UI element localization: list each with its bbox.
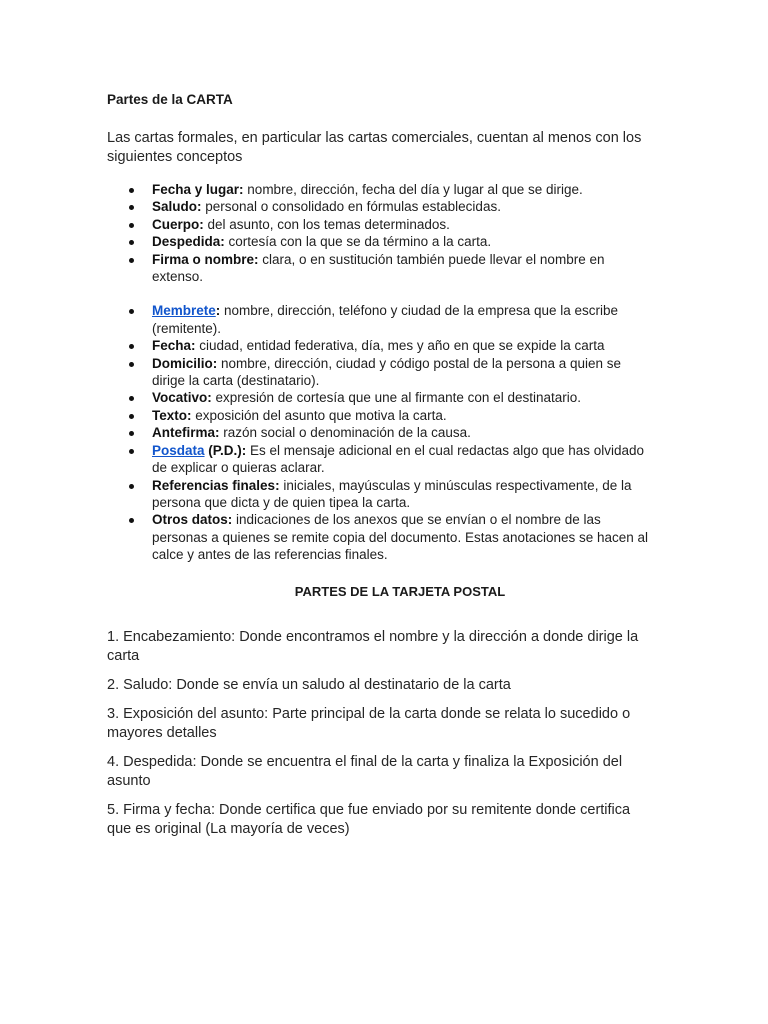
bullet-icon xyxy=(129,362,134,367)
description: expresión de cortesía que une al firmante con el destinatario. xyxy=(211,390,581,406)
description: personal o consolidado en fórmulas establecidas. xyxy=(201,199,501,215)
term: Firma o nombre xyxy=(152,251,255,267)
term: Vocativo xyxy=(152,390,208,406)
numbered-paragraph: 4. Despedida: Donde se encuentra el final de la carta y finaliza la Exposición del asunto xyxy=(107,754,623,789)
term: Texto xyxy=(152,407,188,423)
description: Es el mensaje adicional en el cual redactas algo que has olvidado de explicar o quieras aclarar. xyxy=(152,442,645,476)
bullet-icon xyxy=(129,518,134,523)
section-title: PARTES DE LA TARJETA POSTAL xyxy=(294,583,506,599)
posdata-link[interactable]: Posdata xyxy=(152,442,205,458)
list-item: Domicilio: nombre, dirección, ciudad y código postal de la persona a quien se dirige la carta (destinatario). xyxy=(152,355,657,390)
list-item: Firma o nombre: clara, o en sustitución también puede llevar el nombre en extenso. xyxy=(152,251,657,286)
description: iniciales, mayúsculas y minúsculas respectivamente, de la persona que dicta y de quien tipea la carta. xyxy=(152,477,632,510)
list-item: Fecha y lugar: nombre, dirección, fecha del día y lugar al que se dirige. xyxy=(152,181,657,198)
list-item: Saludo: personal o consolidado en fórmulas establecidas. xyxy=(152,198,657,215)
numbered-paragraph: 5. Firma y fecha: Donde certifica que fue enviado por su remitente donde certifica que es original (La mayoría de veces) xyxy=(107,802,631,837)
bullet-icon xyxy=(129,484,134,489)
term: Referencias finales xyxy=(152,477,276,493)
bullet-icon xyxy=(129,258,134,263)
list-item: Cuerpo: del asunto, con los temas determinados. xyxy=(152,216,657,233)
list-item: Referencias finales: iniciales, mayúsculas y minúsculas respectivamente, de la persona que dicta y de quien tipea la carta. xyxy=(152,477,657,512)
bullet-icon xyxy=(129,240,134,245)
description: exposición del asunto que motiva la carta. xyxy=(191,407,447,423)
bullet-icon xyxy=(129,223,134,228)
document-title: Partes de la CARTA xyxy=(107,92,233,107)
list-item: Fecha: ciudad, entidad federativa, día, mes y año en que se expide la carta xyxy=(152,337,657,354)
description: clara, o en sustitución también puede llevar el nombre en extenso. xyxy=(152,251,605,285)
description: ciudad, entidad federativa, día, mes y año en que se expide la carta xyxy=(195,338,605,354)
list-item: Antefirma: razón social o denominación de la causa. xyxy=(152,424,657,441)
term: Despedida xyxy=(152,234,221,250)
numbered-paragraph: 2. Saludo: Donde se envía un saludo al destinatario de la carta xyxy=(107,677,511,693)
list-item: Despedida: cortesía con la que se da término a la carta. xyxy=(152,233,657,250)
bullet-icon xyxy=(129,309,134,314)
bullet-icon xyxy=(129,431,134,436)
list-item: Membrete: nombre, dirección, teléfono y ciudad de la empresa que la escribe (remitente). xyxy=(152,302,657,337)
letter-parts-list-2 xyxy=(107,302,657,563)
description: nombre, dirección, fecha del día y lugar al que se dirige. xyxy=(243,182,583,197)
term: Fecha y lugar xyxy=(152,182,240,197)
list-item: Texto: exposición del asunto que motiva la carta. xyxy=(152,407,657,424)
bullet-icon xyxy=(129,396,134,401)
bullet-icon xyxy=(129,344,134,349)
term: Fecha xyxy=(152,338,192,354)
bullet-icon xyxy=(129,188,134,193)
list-item: Otros datos: indicaciones de los anexos que se envían o el nombre de las personas a quienes se remite copia del documento. Estas anotaciones se hacen al calce y antes de las referencias finales. xyxy=(152,511,657,563)
description: razón social o denominación de la causa. xyxy=(219,425,471,441)
description: nombre, dirección, teléfono y ciudad de la empresa que la escribe (remitente). xyxy=(152,303,619,336)
numbered-paragraph: 3. Exposición del asunto: Parte principal de la carta donde se relata lo sucedido o mayores detalles xyxy=(107,706,631,741)
bullet-icon xyxy=(129,449,134,454)
membrete-link[interactable]: Membrete xyxy=(152,303,216,319)
description: del asunto, con los temas determinados. xyxy=(203,216,450,232)
term: Cuerpo xyxy=(152,216,200,232)
term: Domicilio xyxy=(152,355,213,371)
intro-paragraph: Las cartas formales, en particular las cartas comerciales, cuentan al menos con los siguientes conceptos xyxy=(107,130,642,165)
document-body xyxy=(107,92,657,615)
numbered-paragraph: 1. Encabezamiento: Donde encontramos el nombre y la dirección a donde dirige la carta xyxy=(107,629,639,664)
description: nombre, dirección, ciudad y código postal de la persona a quien se dirige la carta (destinatario). xyxy=(152,355,622,389)
letter-parts-list-1 xyxy=(107,181,657,285)
list-item: Posdata (P.D.): Es el mensaje adicional en el cual redactas algo que has olvidado de explicar o quieras aclarar. xyxy=(152,442,657,477)
list-item: Vocativo: expresión de cortesía que une al firmante con el destinatario. xyxy=(152,389,657,406)
term: Antefirma xyxy=(152,425,216,441)
bullet-icon xyxy=(129,205,134,210)
term: Otros datos xyxy=(152,512,228,528)
term: Saludo xyxy=(152,199,198,215)
description: indicaciones de los anexos que se envían o el nombre de las personas a quienes se remite copia del documento. Estas anotaciones se hacen al calce y antes de las referencias finales. xyxy=(152,512,649,563)
bullet-icon xyxy=(129,414,134,419)
description: cortesía con la que se da término a la carta. xyxy=(224,234,492,250)
postcard-parts-list xyxy=(107,628,652,849)
